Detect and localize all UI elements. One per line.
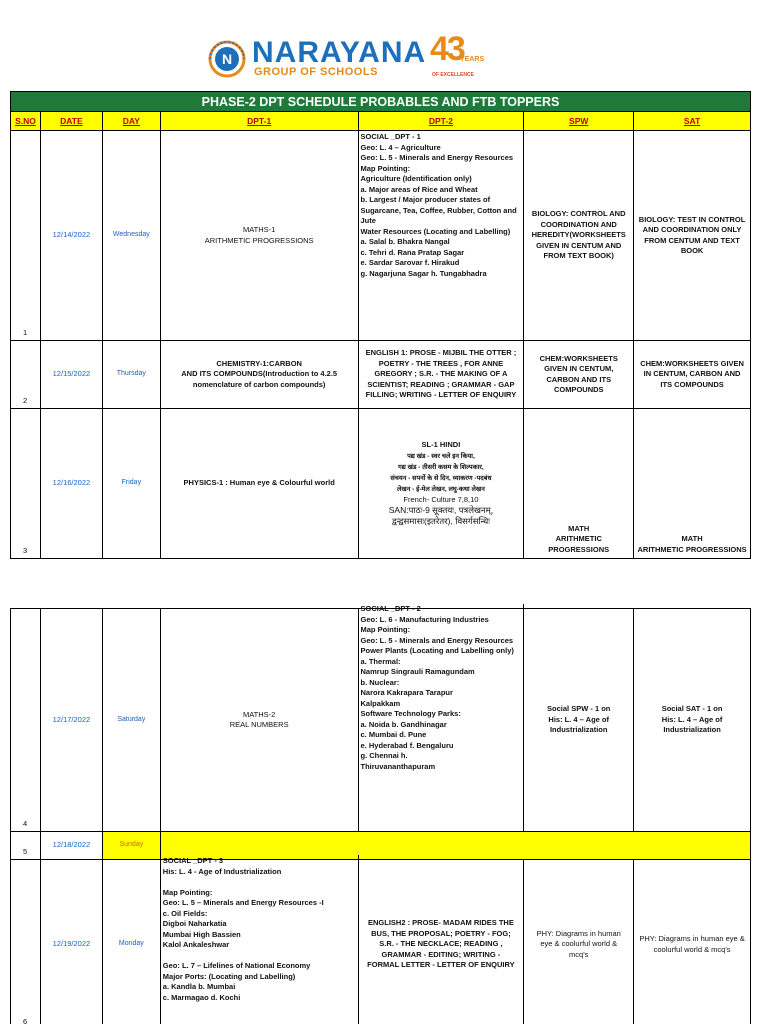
- header-date: DATE: [41, 112, 103, 130]
- row-dpt2: ENGLISH2 : PROSE- MADAM RIDES THE BUS, THE PROPOSAL; POETRY - FOG; S.R. - THE NECKLACE; READING , GRAMMAR - EDITING; WRITING - FORMAL LETTER - LETTER OF ENQUIRY: [359, 860, 525, 1024]
- row-sno: 5: [11, 832, 41, 859]
- row-date: 12/16/2022: [41, 409, 103, 558]
- row-sno: 2: [11, 341, 41, 408]
- dpt2-hindi-text: पद्य खंड - स्वर चले इन किया, गद्य खंड - तीसरी कसम के शिल्पकार, संचयन - सपनों के से दिन, व्याकरण -पदबंध लेखन - ई-मेल लेखन, लघु-कथा लेखन: [390, 452, 492, 493]
- row-sno: 3: [11, 409, 41, 558]
- table-row: [11, 604, 751, 832]
- schedule-table-2: [10, 604, 751, 1024]
- row-spw: Social SPW - 1 on His: L. 4 – Age of Industrialization: [524, 609, 634, 831]
- table-row-sunday: [11, 832, 751, 860]
- row-date: 12/19/2022: [41, 860, 103, 1024]
- row-spw: BIOLOGY: CONTROL AND COORDINATION AND HEREDITY(WORKSHEETS GIVEN IN CENTUM AND FROM TEXT BOOK): [524, 131, 634, 340]
- anniversary-years: YEARS: [460, 56, 485, 63]
- row-spw: PHY: Diagrams in human eye & coolurful world & mcq's: [524, 860, 634, 1024]
- row-dpt2: SOCIAL _DPT - 2 Geo: L. 6 - Manufacturing Industries Map Pointing: Geo: L. 5 - Minerals and Energy Resources Power Plants (Locating and Labelling only) a. Thermal: Namrup Singrauli Ramagundam b. Nuclear: Narora Kakrapara Tarapur Kalpakkam Software Technology Parks: a. Noida b. Gandhinagar c. Mumbai d. Pune e. Hyderabad f. Bengaluru g. Chennai h. Thiruvananthapuram: [359, 604, 525, 831]
- table-header-row: [11, 112, 751, 131]
- row-spw: CHEM:WORKSHEETS GIVEN IN CENTUM, CARBON AND ITS COMPOUNDS: [524, 341, 634, 408]
- row-day: Thursday: [103, 341, 161, 408]
- table-row: [11, 856, 751, 1024]
- brand-subtitle: GROUP OF SCHOOLS: [254, 66, 378, 78]
- row-day: Saturday: [103, 609, 161, 831]
- row-dpt2: ENGLISH 1: PROSE - MIJBIL THE OTTER ; POETRY - THE TREES , FOR ANNE GREGORY ; S.R. - THE MAKING OF A SCIENTIST; READING ; GRAMMAR - GAP FILLING; WRITING - LETTER OF ENQUIRY: [359, 341, 525, 408]
- header-sat: SAT: [634, 112, 751, 130]
- row-sno: 1: [11, 131, 41, 340]
- header-dpt1: DPT-1: [161, 112, 359, 130]
- row-day: Monday: [103, 860, 161, 1024]
- table-title: PHASE-2 DPT SCHEDULE PROBABLES AND FTB TOPPERS: [11, 92, 751, 112]
- row-day: Friday: [103, 409, 161, 558]
- row-sat: MATH ARITHMETIC PROGRESSIONS: [634, 409, 751, 558]
- narayana-emblem-icon: [204, 38, 250, 78]
- row-date: 12/15/2022: [41, 341, 103, 408]
- anniversary-number: 43: [430, 30, 464, 68]
- anniversary-tagline: OF EXCELLENCE: [432, 72, 474, 78]
- table-row: [11, 409, 751, 559]
- row-dpt2: [359, 409, 525, 558]
- row-dpt1: PHYSICS-1 : Human eye & Colourful world: [161, 409, 359, 558]
- row-dpt1: CHEMISTRY-1:CARBON AND ITS COMPOUNDS(Introduction to 4.2.5 nomenclature of carbon compounds): [161, 341, 359, 408]
- header-day: DAY: [103, 112, 161, 130]
- row-sno: 4: [11, 609, 41, 831]
- header-sno: S.NO: [11, 112, 41, 130]
- row-date: 12/17/2022: [41, 609, 103, 831]
- row-sat: BIOLOGY: TEST IN CONTROL AND COORDINATION ONLY FROM CENTUM AND TEXT BOOK: [634, 131, 751, 340]
- row-dpt2: SOCIAL _DPT - 1 Geo: L. 4 – Agriculture Geo: L. 5 - Minerals and Energy Resources Map Pointing: Agriculture (Identification only) a. Major areas of Rice and Wheat b. Largest / Major producer states of Sugarcane, Tea, Coffee, Rubber, Cotton and Jute Water Resources (Locating and Labelling) a. Salal b. Bhakra Nangal c. Tehri d. Rana Pratap Sagar e. Sardar Sarovar f. Hirakud g. Nagarjuna Sagar h. Tungabhadra: [359, 131, 525, 340]
- schedule-table-1: [10, 91, 751, 559]
- row-sat: Social SAT - 1 on His: L. 4 – Age of Industrialization: [634, 609, 751, 831]
- row-sat: PHY: Diagrams in human eye & coolurful world & mcq's: [634, 860, 751, 1024]
- row-date: 12/18/2022: [41, 832, 103, 859]
- header-dpt2: DPT-2: [359, 112, 525, 130]
- svg-text:N: N: [221, 51, 233, 67]
- dpt2-hindi-title: SL-1 HINDI: [421, 440, 461, 449]
- row-day: Wednesday: [103, 131, 161, 340]
- dpt2-sanskrit: SAN:पाठः-9 सूक्तयः, पत्रलेखनम्, द्वन्द्वसमासः(इतरेतर), विसर्गसन्धिः: [388, 505, 494, 526]
- row-date: 12/14/2022: [41, 131, 103, 340]
- brand-name: NARAYANA: [252, 36, 427, 69]
- row-day: Sunday: [103, 832, 161, 859]
- row-sat: CHEM:WORKSHEETS GIVEN IN CENTUM, CARBON AND ITS COMPOUNDS: [634, 341, 751, 408]
- table-row: [11, 131, 751, 341]
- table-row: [11, 341, 751, 409]
- page-header: [0, 0, 768, 90]
- row-dpt1: MATHS-1 ARITHMETIC PROGRESSIONS: [161, 131, 359, 340]
- row-spw: MATH ARITHMETIC PROGRESSIONS: [524, 409, 634, 558]
- row-dpt1: MATHS-2 REAL NUMBERS: [161, 609, 359, 831]
- dpt2-french: French- Culture 7,8,10: [403, 494, 479, 504]
- row-sno: 6: [11, 860, 41, 1024]
- header-spw: SPW: [524, 112, 634, 130]
- row-dpt1: SOCIAL _DPT - 3 His: L. 4 - Age of Industrialization Map Pointing: Geo: L. 5 – Minerals and Energy Resources -I c. Oil Fields: Digboi Naharkatia Mumbai High Bassien Kalol Ankaleshwar Geo: L. 7 – Lifelines of National Economy Major Ports: (Locating and Labelling) a. Kandla b. Mumbai c. Marmagao d. Kochi: [161, 855, 359, 1024]
